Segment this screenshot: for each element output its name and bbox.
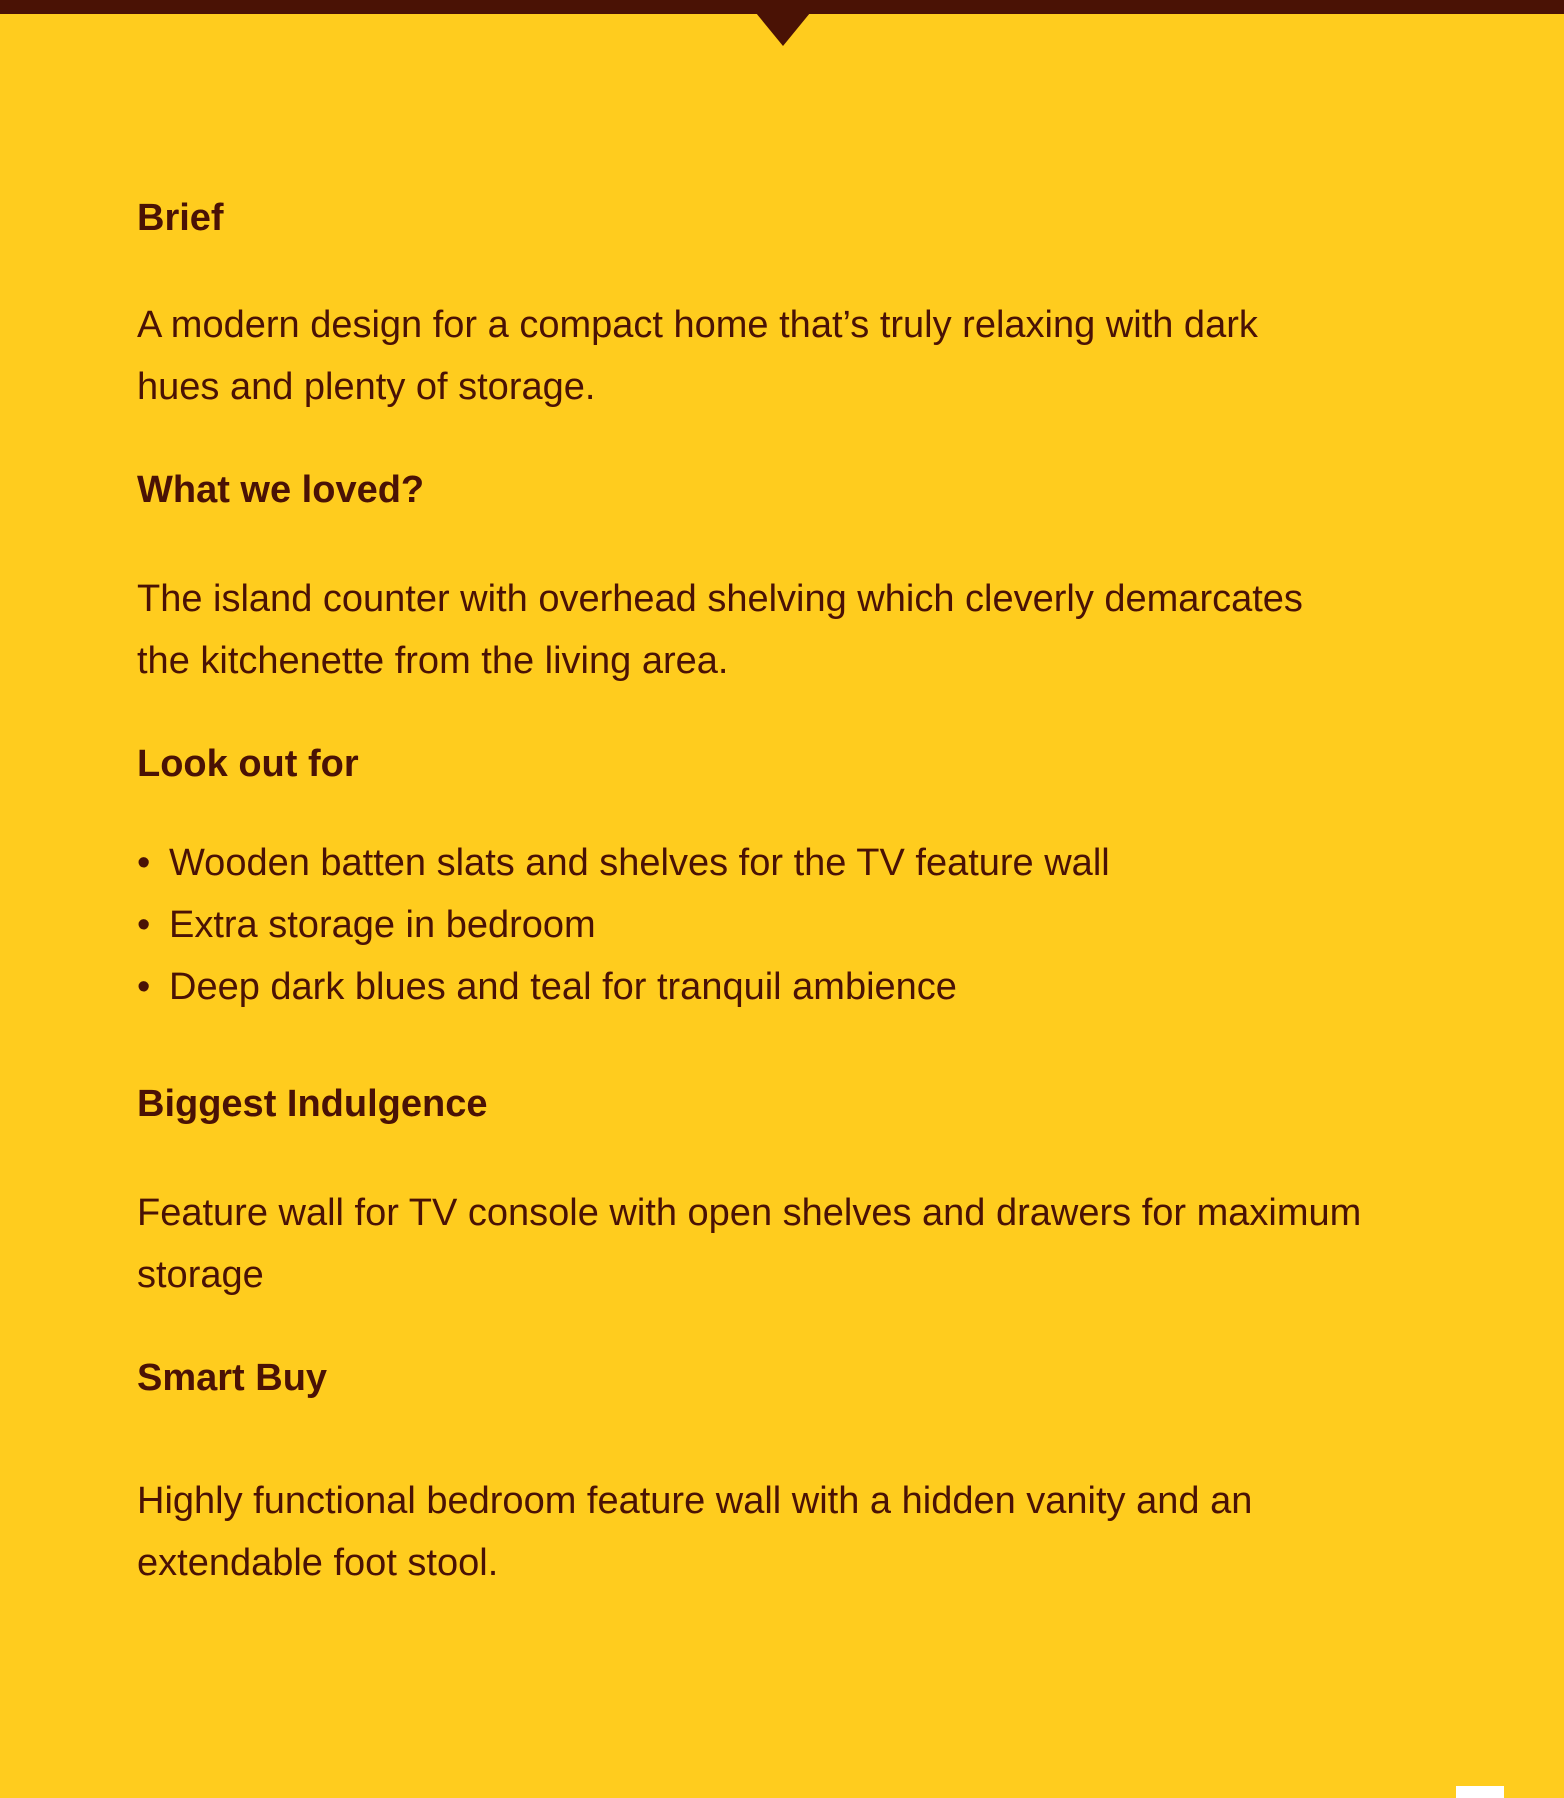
list-item [137,894,1437,956]
article-content [137,190,1437,1594]
indulgence-heading: Biggest Indulgence [137,1083,488,1125]
bullet-icon: • [137,904,151,946]
list-item [137,832,1437,894]
lookout-list [137,832,1437,1018]
list-item [137,956,1437,1018]
bullet-icon: • [137,842,151,884]
list-item-text: Extra storage in bedroom [169,904,596,946]
list-item-text: Wooden batten slats and shelves for the TV feature wall [169,842,1110,884]
smartbuy-heading: Smart Buy [137,1357,328,1399]
loved-body: The island counter with overhead shelving which cleverly demarcates the kitchenette from the living area. [137,578,1303,682]
smartbuy-body: Highly functional bedroom feature wall with a hidden vanity and an extendable foot stool. [137,1480,1253,1584]
top-bar [0,0,1564,14]
list-item-text: Deep dark blues and teal for tranquil ambience [169,966,957,1008]
bullet-icon: • [137,966,151,1008]
indulgence-body: Feature wall for TV console with open shelves and drawers for maximum storage [137,1192,1362,1296]
brief-heading: Brief [137,197,224,239]
lookout-heading: Look out for [137,743,359,785]
top-notch-pointer [756,13,810,46]
brief-body: A modern design for a compact home that’s truly relaxing with dark hues and plenty of storage. [137,304,1258,408]
loved-heading: What we loved? [137,469,425,511]
corner-mark [1456,1786,1504,1798]
